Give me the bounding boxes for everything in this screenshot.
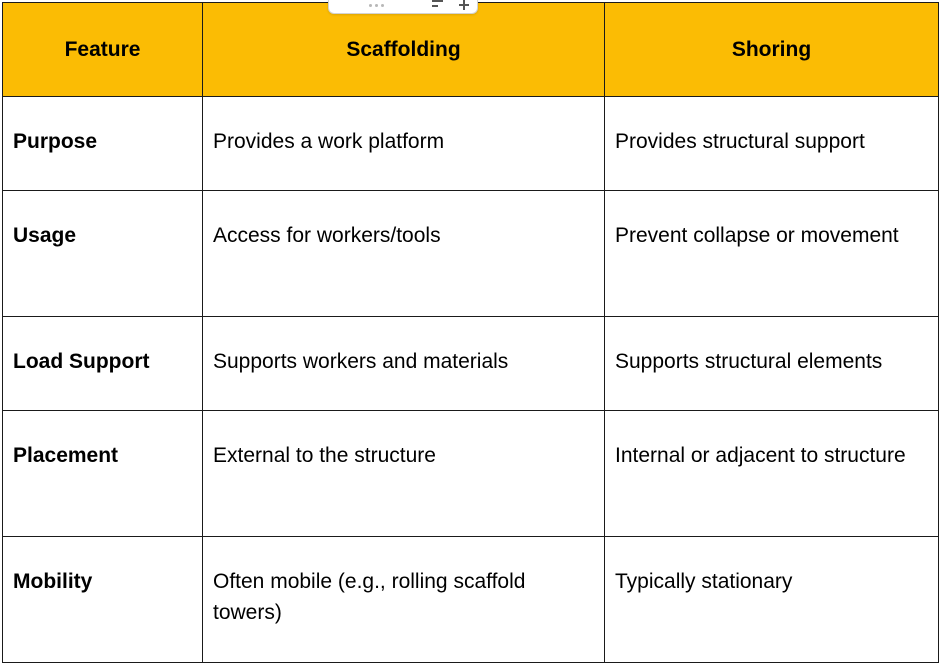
feature-cell[interactable]: Usage xyxy=(3,191,203,317)
table-row xyxy=(3,191,939,317)
shoring-cell[interactable]: Supports structural elements xyxy=(605,317,939,411)
shoring-cell[interactable]: Prevent collapse or movement xyxy=(605,191,939,317)
shoring-cell[interactable]: Typically stationary xyxy=(605,537,939,663)
table-header-row xyxy=(3,3,939,97)
table-toolbar xyxy=(328,0,478,14)
feature-cell[interactable]: Purpose xyxy=(3,97,203,191)
drag-handle-icon[interactable] xyxy=(369,2,387,8)
table-row xyxy=(3,411,939,537)
header-scaffolding[interactable]: Scaffolding xyxy=(203,3,605,97)
table-row xyxy=(3,537,939,663)
header-shoring[interactable]: Shoring xyxy=(605,3,939,97)
feature-cell[interactable]: Placement xyxy=(3,411,203,537)
scaffolding-cell[interactable]: External to the structure xyxy=(203,411,605,537)
table-row xyxy=(3,97,939,191)
feature-cell[interactable]: Load Support xyxy=(3,317,203,411)
add-icon[interactable] xyxy=(459,0,469,10)
table-row xyxy=(3,317,939,411)
shoring-cell[interactable]: Internal or adjacent to structure xyxy=(605,411,939,537)
scaffolding-cell[interactable]: Provides a work platform xyxy=(203,97,605,191)
scaffolding-cell[interactable]: Access for workers/tools xyxy=(203,191,605,317)
shoring-cell[interactable]: Provides structural support xyxy=(605,97,939,191)
feature-cell[interactable]: Mobility xyxy=(3,537,203,663)
scaffolding-cell[interactable]: Often mobile (e.g., rolling scaffold towers) xyxy=(203,537,605,663)
sort-icon[interactable] xyxy=(432,0,443,9)
comparison-table xyxy=(2,2,939,663)
header-feature[interactable]: Feature xyxy=(3,3,203,97)
scaffolding-cell[interactable]: Supports workers and materials xyxy=(203,317,605,411)
